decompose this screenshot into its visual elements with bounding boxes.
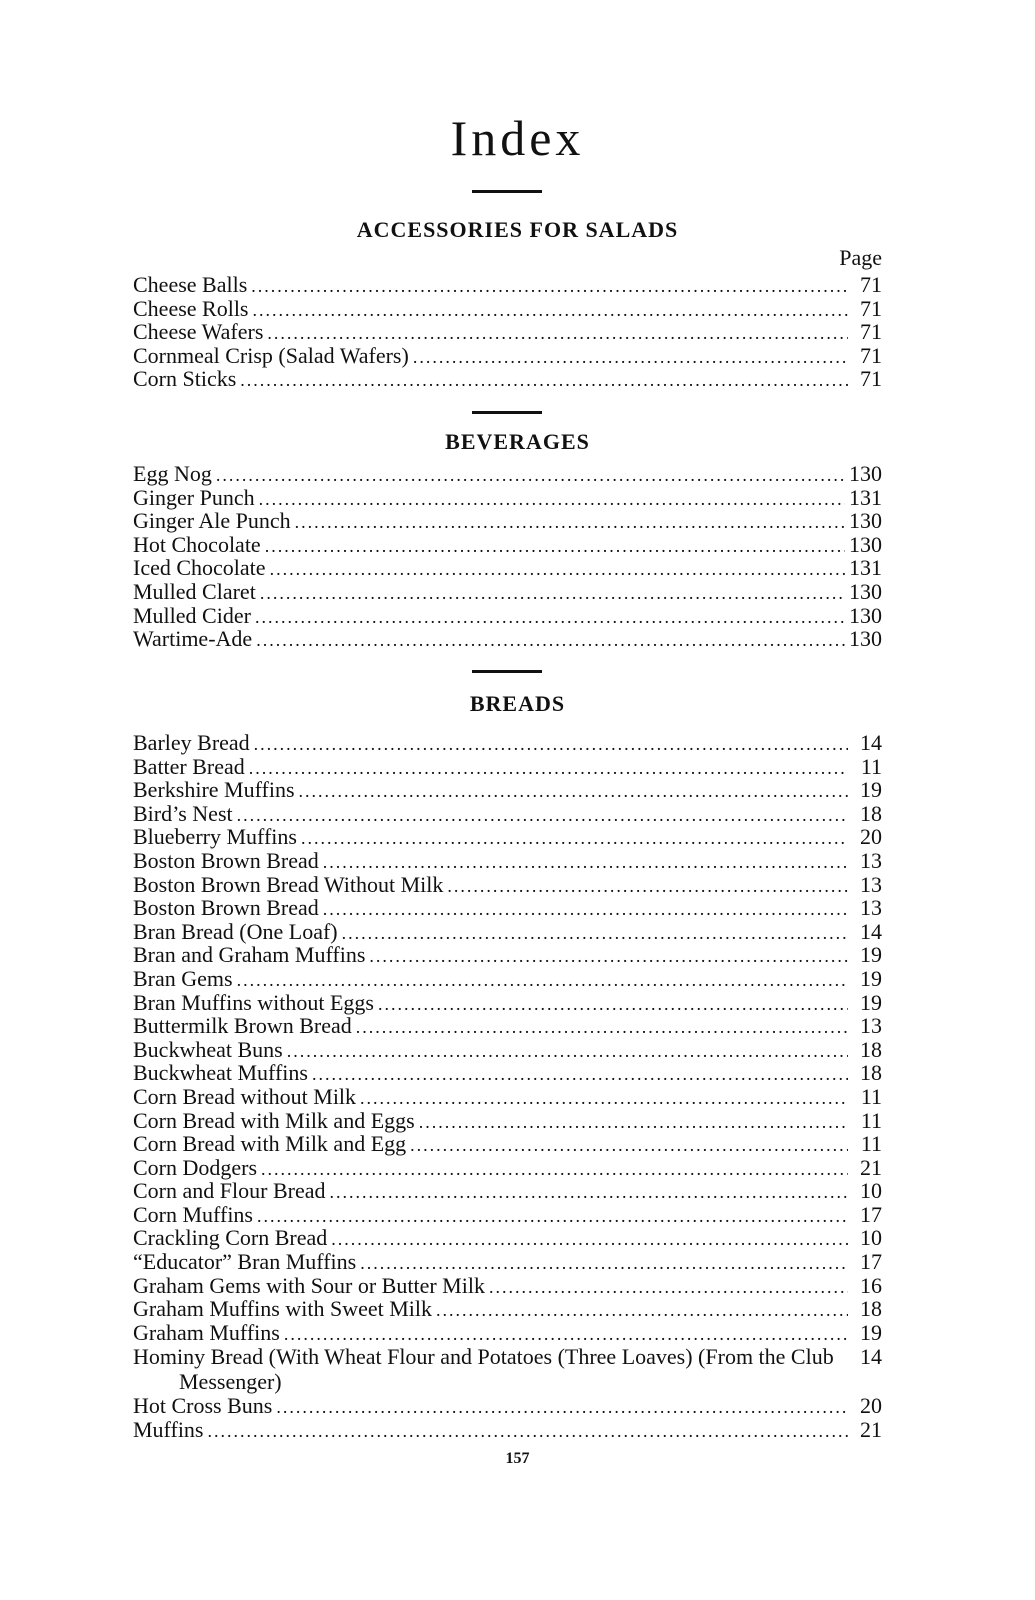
dot-leader xyxy=(413,346,848,370)
page-column-label: Page xyxy=(839,245,882,270)
entry-title: Barley Bread xyxy=(133,730,250,755)
dot-leader xyxy=(436,1299,848,1323)
entry-title: Mulled Claret xyxy=(133,578,256,604)
dot-leader xyxy=(259,488,845,512)
entry-page-number: 19 xyxy=(860,1319,882,1345)
dot-leader xyxy=(356,1016,848,1040)
entry-page-number: 130 xyxy=(849,578,882,604)
entry-page-number: 21 xyxy=(860,1154,882,1180)
entry-page-number: 71 xyxy=(860,319,882,345)
entry-page-number: 11 xyxy=(860,753,882,779)
index-entry xyxy=(133,731,882,755)
dot-leader xyxy=(378,993,848,1017)
title-rule xyxy=(472,190,542,193)
entry-title: Bran Gems xyxy=(133,965,233,991)
entry-title: Cheese Wafers xyxy=(133,319,264,345)
entry-title: Crackling Corn Bread xyxy=(133,1225,328,1251)
entry-page-number: 130 xyxy=(849,461,882,486)
index-entry xyxy=(133,1179,882,1203)
entry-page-number: 19 xyxy=(860,989,882,1015)
entry-title: Hot Chocolate xyxy=(133,531,261,557)
entry-page-number: 10 xyxy=(860,1178,882,1204)
dot-leader xyxy=(253,299,849,323)
dot-leader xyxy=(284,1323,848,1347)
index-entry xyxy=(133,1109,882,1133)
entry-title: Corn Bread with Milk and Eggs xyxy=(133,1107,415,1133)
section-heading-beverages: BEVERAGES xyxy=(445,429,590,454)
entry-title: Ginger Punch xyxy=(133,484,255,510)
index-entry xyxy=(133,580,882,604)
dot-leader xyxy=(208,1420,849,1444)
index-entry xyxy=(133,627,882,651)
entry-title: “Educator” Bran Muffins xyxy=(133,1249,357,1275)
entry-page-number: 19 xyxy=(860,777,882,803)
entry-page-number: 21 xyxy=(860,1417,882,1443)
entry-page-number: 71 xyxy=(860,342,882,368)
dot-leader xyxy=(260,582,845,606)
entry-title: Cheese Balls xyxy=(133,272,248,297)
entry-page-number: 14 xyxy=(860,730,882,755)
entry-title: Corn and Flour Bread xyxy=(133,1178,326,1204)
index-entry xyxy=(133,1250,882,1274)
dot-leader xyxy=(295,511,845,535)
entry-title: Batter Bread xyxy=(133,753,245,779)
index-entry xyxy=(133,943,882,967)
index-entry xyxy=(133,1156,882,1180)
index-entry xyxy=(133,873,882,897)
index-entry xyxy=(133,533,882,557)
entry-title: Blueberry Muffins xyxy=(133,824,297,850)
dot-leader xyxy=(254,733,848,757)
index-entry xyxy=(133,604,882,628)
dot-leader xyxy=(312,1063,848,1087)
entry-title: Graham Muffins xyxy=(133,1319,280,1345)
dot-leader xyxy=(360,1087,848,1111)
index-entry xyxy=(133,896,882,920)
entry-page-number: 130 xyxy=(849,531,882,557)
entry-page-number: 11 xyxy=(860,1083,882,1109)
dot-leader xyxy=(323,898,848,922)
dot-leader xyxy=(447,875,848,899)
dot-leader xyxy=(299,780,848,804)
index-entry xyxy=(133,1226,882,1250)
entry-page-number: 19 xyxy=(860,942,882,968)
index-entry xyxy=(133,991,882,1015)
entry-title: Mulled Cider xyxy=(133,602,251,628)
section-heading-accessories: ACCESSORIES FOR SALADS xyxy=(356,217,679,242)
index-entry xyxy=(133,297,882,321)
dot-leader xyxy=(265,535,845,559)
index-entry xyxy=(133,486,882,510)
index-entry xyxy=(133,1203,882,1227)
page-title: Index xyxy=(450,110,585,166)
index-entry xyxy=(133,1344,882,1394)
index-entry xyxy=(133,1038,882,1062)
dot-leader xyxy=(261,1158,848,1182)
index-entry xyxy=(133,825,882,849)
entry-page-number: 20 xyxy=(860,824,882,850)
entry-title: Bran Bread (One Loaf) xyxy=(133,918,338,944)
index-entry xyxy=(133,1061,882,1085)
index-entry xyxy=(133,320,882,344)
entry-page-number: 131 xyxy=(849,484,882,510)
entry-page-number: 20 xyxy=(860,1393,882,1419)
entry-page-number: 13 xyxy=(860,847,882,873)
entry-title: Bran and Graham Muffins xyxy=(133,942,366,968)
entry-title: Wartime-Ade xyxy=(133,626,253,652)
dot-leader xyxy=(287,1040,848,1064)
index-entry xyxy=(133,778,882,802)
entry-page-number: 131 xyxy=(849,555,882,581)
dot-leader xyxy=(257,1205,848,1229)
entry-title: Cornmeal Crisp (Salad Wafers) xyxy=(133,342,409,368)
dot-leader xyxy=(489,1276,848,1300)
dot-leader xyxy=(251,275,848,299)
entry-page-number: 130 xyxy=(849,602,882,628)
entry-page-number: 18 xyxy=(860,1036,882,1062)
dot-leader xyxy=(255,606,845,630)
index-entry xyxy=(133,344,882,368)
dot-leader xyxy=(249,757,848,781)
entry-page-number: 18 xyxy=(860,800,882,826)
dot-leader xyxy=(331,1228,848,1252)
index-entry xyxy=(133,462,882,486)
dot-leader xyxy=(301,827,848,851)
index-entry xyxy=(133,1132,882,1156)
section-rule-breads xyxy=(472,670,542,673)
entry-page-number: 13 xyxy=(860,1013,882,1039)
entry-page-number: 17 xyxy=(860,1201,882,1227)
dot-leader xyxy=(237,969,848,993)
entry-title: Corn Bread without Milk xyxy=(133,1083,357,1109)
entry-page-number: 19 xyxy=(860,965,882,991)
index-entry xyxy=(133,1085,882,1109)
entry-page-number: 13 xyxy=(860,895,882,921)
index-entry xyxy=(133,1274,882,1298)
entry-title: Hominy Bread (With Wheat Flour and Potatoes (Three Loaves) (From the Club Messenger) xyxy=(133,1344,834,1395)
entry-page-number: 17 xyxy=(860,1249,882,1275)
entry-title: Iced Chocolate xyxy=(133,555,266,581)
entry-page-number: 11 xyxy=(860,1131,882,1157)
entry-title: Corn Bread with Milk and Egg xyxy=(133,1131,407,1157)
section-accessories-list xyxy=(133,273,882,391)
index-entry xyxy=(133,556,882,580)
entry-page-number: 71 xyxy=(860,366,882,392)
dot-leader xyxy=(276,1396,848,1420)
entry-title: Corn Muffins xyxy=(133,1201,253,1227)
entry-page-number: 130 xyxy=(849,626,882,652)
entry-page-number: 130 xyxy=(849,508,882,534)
entry-title: Hot Cross Buns xyxy=(133,1393,273,1419)
index-entry xyxy=(133,509,882,533)
entry-page-number: 10 xyxy=(860,1225,882,1251)
index-entry xyxy=(133,1418,882,1442)
entry-page-number: 71 xyxy=(860,272,882,297)
index-entry xyxy=(133,755,882,779)
index-entry xyxy=(133,1394,882,1418)
entry-title: Boston Brown Bread xyxy=(133,895,319,921)
entry-title: Ginger Ale Punch xyxy=(133,508,291,534)
entry-title: Cheese Rolls xyxy=(133,295,249,321)
section-beverages-list xyxy=(133,462,882,651)
entry-page-number: 11 xyxy=(860,1107,882,1133)
entry-title: Graham Gems with Sour or Butter Milk xyxy=(133,1272,485,1298)
section-rule-beverages xyxy=(472,411,542,414)
entry-page-number: 71 xyxy=(860,295,882,321)
entry-title: Graham Muffins with Sweet Milk xyxy=(133,1296,433,1322)
index-entry xyxy=(133,967,882,991)
dot-leader xyxy=(237,804,848,828)
entry-title: Muffins xyxy=(133,1417,204,1443)
dot-leader xyxy=(256,629,845,653)
section-heading-breads: BREADS xyxy=(469,691,566,716)
entry-title: Boston Brown Bread Without Milk xyxy=(133,871,444,897)
entry-title: Buckwheat Buns xyxy=(133,1036,283,1062)
dot-leader xyxy=(329,1181,848,1205)
index-entry xyxy=(133,367,882,391)
entry-title: Bird’s Nest xyxy=(133,800,233,826)
entry-title: Bran Muffins without Eggs xyxy=(133,989,374,1015)
index-entry xyxy=(133,1014,882,1038)
section-breads-list xyxy=(133,731,882,1442)
entry-page-number: 18 xyxy=(860,1296,882,1322)
index-entry xyxy=(133,920,882,944)
index-entry xyxy=(133,849,882,873)
entry-title: Buckwheat Muffins xyxy=(133,1060,308,1086)
entry-title: Berkshire Muffins xyxy=(133,777,295,803)
entry-page-number: 16 xyxy=(860,1272,882,1298)
entry-title: Boston Brown Bread xyxy=(133,847,319,873)
entry-page-number: 18 xyxy=(860,1060,882,1086)
index-entry xyxy=(133,1321,882,1345)
entry-title: Buttermilk Brown Bread xyxy=(133,1013,352,1039)
index-entry xyxy=(133,1297,882,1321)
entry-page-number: 14 xyxy=(860,918,882,944)
dot-leader xyxy=(342,922,848,946)
entry-title: Egg Nog xyxy=(133,461,212,486)
dot-leader xyxy=(216,464,845,488)
index-entry xyxy=(133,802,882,826)
dot-leader xyxy=(270,558,845,582)
entry-title: Corn Sticks xyxy=(133,366,237,392)
dot-leader xyxy=(240,369,848,393)
dot-leader xyxy=(369,945,848,969)
dot-leader xyxy=(419,1111,848,1135)
entry-page-number: 14 xyxy=(860,1344,882,1370)
entry-page-number: 13 xyxy=(860,871,882,897)
entry-title: Corn Dodgers xyxy=(133,1154,258,1180)
dot-leader xyxy=(410,1134,848,1158)
index-entry xyxy=(133,273,882,297)
page-number: 157 xyxy=(505,1450,530,1467)
